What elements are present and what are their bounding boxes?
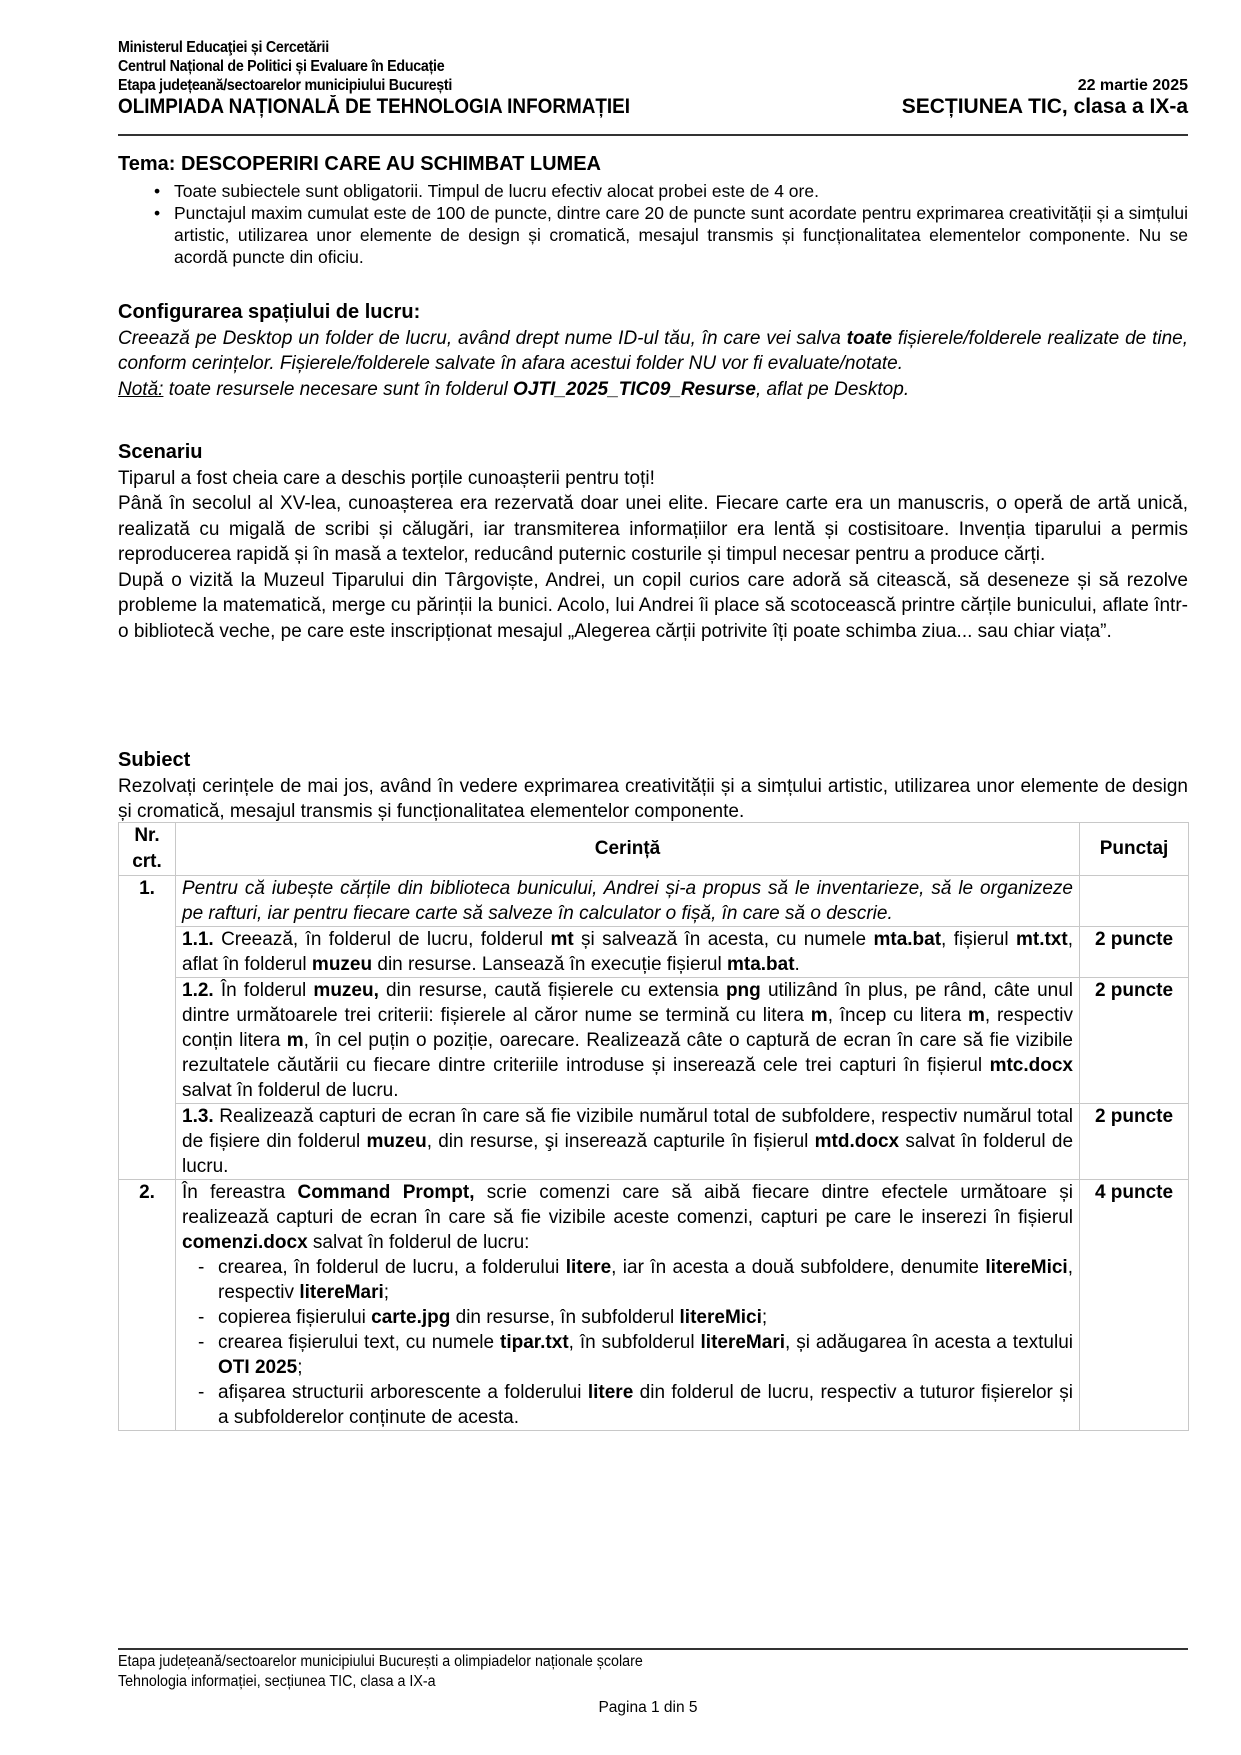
table-row xyxy=(119,876,1189,927)
text-run: ; xyxy=(297,1357,303,1378)
header-requirement: Cerință xyxy=(176,823,1080,876)
task-2 xyxy=(176,1180,1080,1431)
bold-term: m xyxy=(286,1030,304,1051)
footer-line-2: Tehnologia informației, secțiunea TIC, clasa a IX-a xyxy=(118,1673,436,1690)
text-run: ; xyxy=(383,1282,390,1303)
text-run: , fișierul xyxy=(941,929,1016,950)
bold-term: tipar.txt xyxy=(500,1332,569,1353)
dash-icon: - xyxy=(198,1382,205,1403)
text-run: Realizează capturi de ecran în care să fie vizibile numărul total de subfoldere, respectiv numărul total de fișiere din folderul xyxy=(182,1106,1073,1152)
subject-section xyxy=(118,748,1188,825)
bold-term: Command Prompt, xyxy=(297,1182,475,1203)
table-body xyxy=(119,876,1189,1431)
footer-line-1: Etapa județeană/sectoarelor municipiului București a olimpiadelor naționale școlare xyxy=(118,1653,643,1670)
task-2-list xyxy=(182,1255,1073,1430)
scenario-paragraph: Până în secolul al XV-lea, cunoașterea era rezervată doar unei elite. Fiecare carte era un manuscris, o operă de artă unică, realizată cu migală de scribi și călugări, iar transmiterea informațiilor era lentă și costisitoare. Invenția tiparului a permis reproducerea rapidă și în masă a textelor, reducând puternic costurile și timpul necesar pentru a produce cărți. xyxy=(118,493,1188,565)
text-run: salvat în folderul de lucru: xyxy=(307,1232,530,1253)
bold-term: m xyxy=(810,1005,828,1026)
header-nr xyxy=(119,823,176,876)
dash-icon: - xyxy=(198,1257,205,1278)
config-heading: Configurarea spațiului de lucru: xyxy=(118,301,421,323)
page-footer xyxy=(118,1652,1188,1718)
resource-folder-name: OJTI_2025_TIC09_Resurse xyxy=(513,378,756,400)
config-text-bold: toate xyxy=(846,327,893,349)
rules-list xyxy=(118,180,1188,268)
header-center: Centrul Național de Politici și Evaluare în Educație xyxy=(118,58,445,75)
text-run: salvat în folderul de lucru. xyxy=(182,1080,399,1101)
page-header xyxy=(118,38,1188,119)
text-run: Creează, în folderul de lucru, folderul xyxy=(213,929,551,950)
theme-title: DESCOPERIRI CARE AU SCHIMBAT LUMEA xyxy=(180,153,601,175)
scenario-paragraph: După o vizită la Muzeul Tiparului din Târgoviște, Andrei, un copil curios care adoră să citească, să deseneze și să rezolve probleme la matematică, merge cu părinții la bunici. Acolo, lui Andrei îi place să scotocească printre cărțile bunicului, aflate într-o bibliotecă veche, pe care este inscripționat mesajul „Alegerea cărții potrivite îți poate schimba ziua... sau chiar viața”. xyxy=(118,569,1188,642)
text-run: afișarea structurii arborescente a folderului xyxy=(218,1382,588,1403)
subtask-1-1 xyxy=(176,927,1080,978)
bold-term: muzeu xyxy=(366,1131,427,1152)
text-run: salvat în folderul de lucru. xyxy=(182,1131,1074,1177)
bold-term: litereMici xyxy=(679,1307,762,1328)
config-text xyxy=(118,326,1188,377)
header-ministry: Ministerul Educaţiei și Cercetării xyxy=(118,39,329,56)
subject-heading: Subiect xyxy=(118,749,191,771)
text-run: din resurse. Lansează în execuție fișierul xyxy=(372,954,727,975)
dash-icon: - xyxy=(198,1307,205,1328)
bold-term: mta.bat xyxy=(726,954,795,975)
table-row xyxy=(119,1180,1189,1431)
olympiad-title: OLIMPIADA NAȚIONALĂ DE TEHNOLOGIA INFORMAȚIEI xyxy=(118,95,631,118)
rule-item xyxy=(118,202,1188,268)
row-number: 2. xyxy=(119,1180,176,1431)
bold-term: OTI 2025 xyxy=(218,1357,298,1378)
text-run: copierea fișierului xyxy=(218,1307,372,1328)
bullet-icon: • xyxy=(154,181,161,201)
text-run: În folderul xyxy=(213,980,314,1001)
requirements-table xyxy=(118,822,1189,1431)
dash-icon: - xyxy=(198,1332,205,1353)
page-number: Pagina 1 din 5 xyxy=(598,1699,698,1716)
bold-term: mt.txt xyxy=(1015,929,1068,950)
text-run: din folderul de lucru, respectiv a tuturor fișierelor și a subfolderelor conținute de acesta. xyxy=(218,1382,1073,1428)
workspace-config-section xyxy=(118,300,1188,402)
rule-text: Toate subiectele sunt obligatorii. Timpul de lucru efectiv alocat probei este de 4 ore. xyxy=(174,181,819,201)
bold-term: m xyxy=(967,1005,985,1026)
text-run: . xyxy=(794,954,800,975)
text-run: , încep cu litera xyxy=(827,1005,968,1026)
list-item xyxy=(192,1305,1073,1330)
bold-term: mtc.docx xyxy=(989,1055,1073,1076)
table-row xyxy=(119,1104,1189,1180)
bold-term: muzeu xyxy=(311,954,373,975)
task-2-intro xyxy=(182,1180,1073,1255)
bold-term: comenzi.docx xyxy=(182,1232,308,1253)
text-run: din resurse, caută fișierele cu extensia xyxy=(378,980,726,1001)
subject-intro: Rezolvați cerințele de mai jos, având în vedere exprimarea creativității și a simțului artistic, utilizarea unor elemente de design și cromatică, mesajul transmis și funcționalitatea elementelor componente. xyxy=(118,775,1188,822)
text-run: , în subfolderul xyxy=(568,1332,701,1353)
config-text-part: fișierele/folderele realizate de tine, conform cerințelor. Fișierele/folderele salvate în afara acestui folder NU vor fi evaluate/notate. xyxy=(118,327,1189,374)
text-run: În fereastra xyxy=(182,1182,298,1203)
table-header-row xyxy=(119,823,1189,876)
list-item xyxy=(192,1380,1073,1430)
text-run: crearea fișierului text, cu numele xyxy=(218,1332,501,1353)
text-run: , și adăugarea în acesta a textului xyxy=(785,1332,1073,1353)
points-cell xyxy=(1080,876,1189,927)
list-item xyxy=(192,1330,1073,1380)
note-text: toate resursele necesare sunt în folderul xyxy=(163,378,514,400)
points-cell: 4 puncte xyxy=(1080,1180,1189,1431)
theme-heading xyxy=(118,152,1188,178)
note-label: Notă: xyxy=(118,378,164,400)
text-run: , în cel puțin o poziție, oarecare. Realizează câte o captură de ecran în care să fie vizibile rezultatele căutării cu fiecare dintre criteriile introduse și inserează cele trei capturi în fișierul xyxy=(182,1030,1073,1076)
text-run: și salvează în acesta, cu numele xyxy=(573,929,874,950)
text-run: ; xyxy=(761,1307,768,1328)
text-run: , din resurse, şi inserează capturile în fișierul xyxy=(426,1131,815,1152)
rule-text: Punctajul maxim cumulat este de 100 de puncte, dintre care 20 de puncte sunt acordate pentru exprimarea creativității și a simțului artistic, utilizarea unor elemente de design și cromatică, mesajul transmis și funcționalitatea elementelor componente. Nu se acordă puncte din oficiu. xyxy=(174,203,1188,267)
subtask-id: 1.2. xyxy=(182,980,214,1001)
subtask-id: 1.3. xyxy=(182,1106,214,1127)
bold-term: muzeu, xyxy=(313,980,379,1001)
config-note xyxy=(118,377,1188,403)
text-run: , respectiv conțin litera xyxy=(182,1005,1073,1051)
bold-term: mt xyxy=(550,929,574,950)
points-cell: 2 puncte xyxy=(1080,1104,1189,1180)
header-stage: Etapa județeană/sectoarelor municipiului București xyxy=(118,77,453,94)
text-run: scrie comenzi care să aibă fiecare dintre efectele următoare și realizează capturi de ecran în care să fie vizibile aceste comenzi, capturi pe care le inserezi în fișierul xyxy=(182,1182,1073,1228)
bold-term: png xyxy=(725,980,761,1001)
note-text: , aflat pe Desktop. xyxy=(755,378,910,400)
text-run: , aflat în folderul xyxy=(182,929,1073,975)
scenario-paragraph: Tiparul a fost cheia care a deschis porțile cunoașterii pentru toți! xyxy=(118,467,655,489)
bold-term: carte.jpg xyxy=(371,1307,451,1328)
header-date: 22 martie 2025 xyxy=(1077,77,1188,94)
table-row xyxy=(119,978,1189,1104)
scenario-section xyxy=(118,440,1188,644)
task-intro: Pentru că iubește cărțile din biblioteca bunicului, Andrei și-a propus să le inventarieze, să le organizeze pe rafturi, iar pentru fiecare carte să salveze în calculator o fișă, în care să o descrie. xyxy=(176,876,1080,927)
bold-term: litereMici xyxy=(985,1257,1068,1278)
text-run: , iar în acesta a două subfoldere, denumite xyxy=(611,1257,986,1278)
rule-item xyxy=(118,180,1188,202)
header-nr-text: Nr. crt. xyxy=(132,825,162,872)
subtask-id: 1.1. xyxy=(182,929,214,950)
points-cell: 2 puncte xyxy=(1080,978,1189,1104)
bold-term: litereMari xyxy=(700,1332,785,1353)
bold-term: mta.bat xyxy=(873,929,942,950)
bold-term: litere xyxy=(587,1382,634,1403)
theme-label: Tema: xyxy=(118,153,176,175)
scenario-heading: Scenariu xyxy=(118,441,203,463)
text-run: , respectiv xyxy=(218,1257,1073,1303)
list-item xyxy=(192,1255,1073,1305)
section-title: SECȚIUNEA TIC, clasa a IX-a xyxy=(901,95,1188,118)
bold-term: litereMari xyxy=(299,1282,384,1303)
text-run: crearea, în folderul de lucru, a folderului xyxy=(218,1257,566,1278)
bold-term: litere xyxy=(565,1257,612,1278)
subtask-1-2 xyxy=(176,978,1080,1104)
bullet-icon: • xyxy=(154,203,161,223)
table-row xyxy=(119,927,1189,978)
config-text-part: Creează pe Desktop un folder de lucru, având drept nume ID-ul tău, în care vei salva xyxy=(118,327,847,349)
header-points: Punctaj xyxy=(1080,823,1189,876)
row-number: 1. xyxy=(119,876,176,1180)
subtask-1-3 xyxy=(176,1104,1080,1180)
bold-term: mtd.docx xyxy=(814,1131,900,1152)
text-run: din resurse, în subfolderul xyxy=(450,1307,680,1328)
text-run: utilizând în plus, pe rând, câte unul dintre următoarele trei criterii: fișierele al căror nume se termină cu litera xyxy=(182,980,1074,1026)
header-divider xyxy=(118,134,1188,136)
footer-divider xyxy=(118,1648,1188,1650)
points-cell: 2 puncte xyxy=(1080,927,1189,978)
